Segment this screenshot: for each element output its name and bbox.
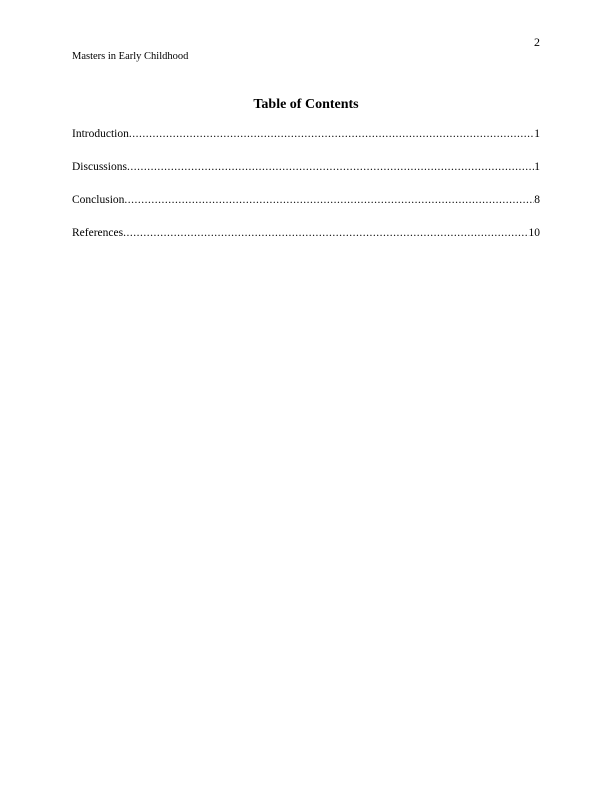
toc-dot-leader: [124, 193, 534, 207]
toc-dot-leader: [129, 127, 534, 141]
toc-entry-references[interactable]: [72, 226, 540, 259]
toc-dot-leader: [127, 160, 534, 174]
page-number: 2: [534, 35, 540, 49]
toc-entry-label: Introduction: [72, 128, 129, 140]
toc-entry-discussions[interactable]: [72, 160, 540, 193]
toc-entry-page: 1: [534, 161, 540, 173]
toc-entry-page: 8: [534, 194, 540, 206]
toc-entry-conclusion[interactable]: [72, 193, 540, 226]
toc-dot-leader: [123, 226, 528, 240]
toc-entry-page: 10: [528, 227, 540, 239]
toc-entry-page: 1: [534, 128, 540, 140]
toc-entry-label: Conclusion: [72, 194, 125, 206]
running-head: Masters in Early Childhood: [72, 51, 189, 62]
toc-entry-label: Discussions: [72, 161, 127, 173]
toc-entry-introduction[interactable]: [72, 127, 540, 160]
table-of-contents: [72, 127, 540, 259]
toc-title: Table of Contents: [253, 97, 359, 112]
toc-entry-label: References: [72, 227, 124, 239]
